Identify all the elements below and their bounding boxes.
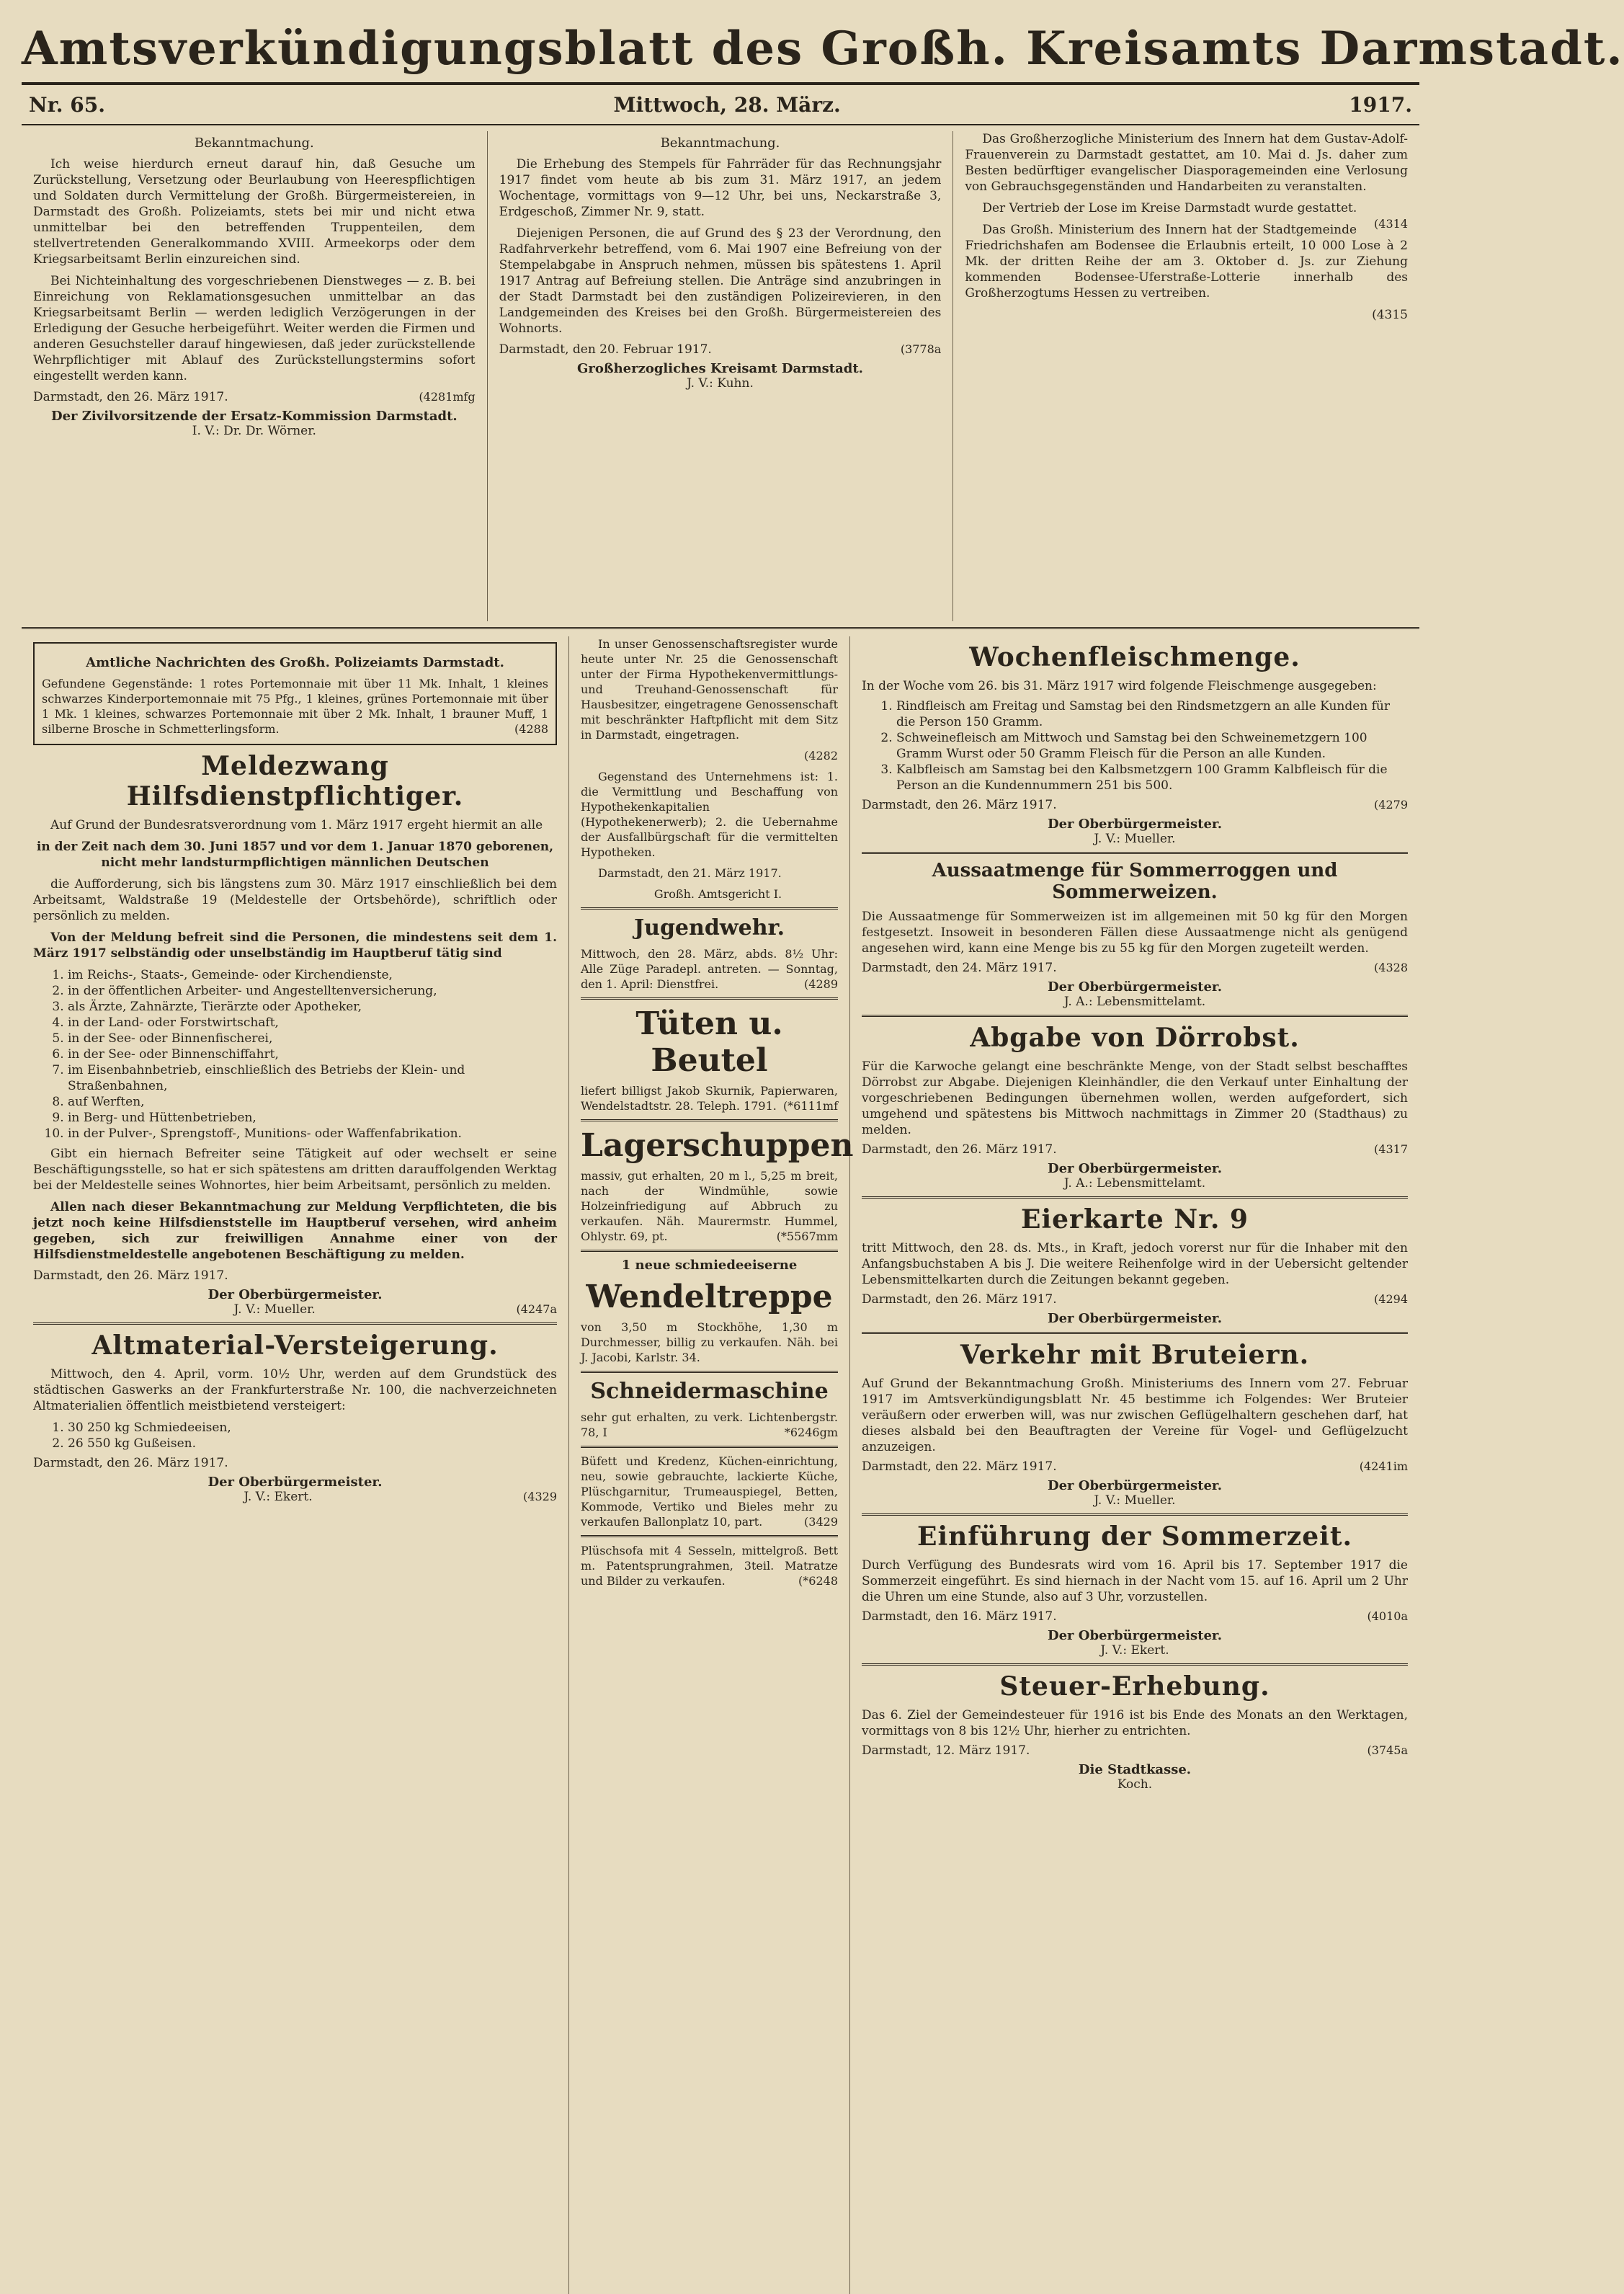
polizei-title: Amtliche Nachrichten des Großh. Polizeiamts Darmstadt. bbox=[86, 655, 504, 670]
eier-text: tritt Mittwoch, den 28. ds. Mts., in Kraft, jedoch vorerst nur für die Inhaber mit den Anfangsbuchstaben A bis J. Die weitere Reihenfolge wird in der Uebersicht geltender Lebensmittelkarten durch die Zeitungen bekannt gegeben. bbox=[862, 1241, 1408, 1287]
sommer-signature: Der Oberbürgermeister. bbox=[1047, 1628, 1223, 1643]
brut-title: Verkehr mit Bruteiern. bbox=[960, 1340, 1310, 1370]
divider bbox=[862, 1332, 1408, 1334]
sommer-date: Darmstadt, den 16. März 1917. bbox=[862, 1609, 1057, 1624]
genossen-text: Gegenstand des Unternehmens ist: 1. die Vermittlung und Beschaffung von Hypothekenkapitalien (Hypothekenerwerb); 2. die Uebernahme der Ausfallbürgschaft für die vermittelten Hypotheken. bbox=[581, 770, 838, 859]
polizei-notice bbox=[33, 642, 557, 745]
right-column bbox=[850, 636, 1419, 2294]
jugend-ref: (4289 bbox=[804, 977, 838, 991]
meldezwang-date: Darmstadt, den 26. März 1917. bbox=[33, 1268, 228, 1283]
notice-fahrrad bbox=[488, 131, 954, 621]
steuer-ref: (3745a bbox=[1367, 1743, 1408, 1757]
list-item: 8. auf Werften, bbox=[68, 1094, 557, 1110]
wendel-ad-title: Wendeltreppe bbox=[586, 1279, 833, 1315]
issue-year: 1917. bbox=[1349, 92, 1412, 117]
lager-ad-title: Lagerschuppen bbox=[581, 1127, 854, 1164]
divider bbox=[862, 852, 1408, 854]
meldezwang-text: Allen nach dieser Bekanntmachung zur Meldung Verpflichteten, die bis jetzt noch keine Hilfsdienststelle im Hauptberuf versehen, wird anheim gegeben, sich zur freiwilligen Annahme einer von der Hilfsdienstmeldestelle angebotenen Beschäftigung zu melden. bbox=[33, 1200, 557, 1262]
eier-title: Eierkarte Nr. 9 bbox=[1021, 1204, 1249, 1235]
meldezwang-title: Meldezwang Hilfsdienstpflichtiger. bbox=[126, 751, 464, 812]
notice-ref: (4315 bbox=[1372, 308, 1408, 322]
meldezwang-text: die Aufforderung, sich bis längstens zum 30. März 1917 einschließlich bei dem Arbeitsamt, Waldstraße 19 (Meldestelle der Ortsbehörde), schriftlich oder persönlich zu melden. bbox=[33, 877, 557, 923]
fleisch-date: Darmstadt, den 26. März 1917. bbox=[862, 798, 1057, 812]
naeh-ad-text: sehr gut erhalten, zu verk. Lichtenbergstr. 78, I bbox=[581, 1410, 838, 1439]
masthead: Amtsverkündigungsblatt des Großh. Kreisamts Darmstadt. bbox=[22, 22, 1624, 76]
meldezwang-signer: J. V.: Mueller. bbox=[233, 1302, 316, 1317]
naeh-ad-title: Schneidermaschine bbox=[590, 1379, 829, 1404]
list-item: 1. 30 250 kg Schmiedeeisen, bbox=[68, 1420, 557, 1436]
issue-date: Mittwoch, 28. März. bbox=[613, 92, 841, 117]
issue-number: Nr. 65. bbox=[29, 92, 105, 117]
list-item: 9. in Berg- und Hüttenbetrieben, bbox=[68, 1110, 557, 1126]
list-item: 7. im Eisenbahnbetrieb, einschließlich des Betriebs der Klein- und Straßenbahnen, bbox=[68, 1062, 557, 1094]
altmaterial-date: Darmstadt, den 26. März 1917. bbox=[33, 1456, 228, 1470]
doerr-date: Darmstadt, den 26. März 1917. bbox=[862, 1142, 1057, 1157]
notice-signature: Großherzogliches Kreisamt Darmstadt. bbox=[577, 361, 863, 376]
polizei-text: Gefundene Gegenstände: 1 rotes Portemonnaie mit über 11 Mk. Inhalt, 1 kleines schwarzes Kinderportemonnaie mit 75 Pfg., 1 kleines, grünes Portemonnaie mit über 1 Mk. 1 kleines, schwarzes Portemonnaie mit über 2 Mk. Inhalt, 1 brauner Muff, 1 silberne Brosche in Schmetterlingsform. bbox=[42, 677, 548, 736]
brut-signature: Der Oberbürgermeister. bbox=[1047, 1478, 1223, 1493]
altmaterial-signer: J. V.: Ekert. bbox=[244, 1490, 313, 1504]
genossen-text: In unser Genossenschaftsregister wurde heute unter Nr. 25 die Genossenschaft unter der Firma Hypothekenvermittlungs- und Treuhand-Genossenschaft für Hausbesitzer, eingetragene Genossenschaft mit beschränkter Haftpflicht mit dem Sitz in Darmstadt, eingetragen. bbox=[581, 637, 838, 742]
buefett-ad-text: Büfett und Kredenz, Küchen-einrichtung, neu, sowie gebrauchte, lackierte Küche, Plüschgarnitur, Trumeauspiegel, Betten, Kommode, Vertiko und Bieles mehr zu verkaufen Ballonplatz 10, part. bbox=[581, 1454, 838, 1529]
list-item: 10. in der Pulver-, Sprengstoff-, Munitions- oder Waffenfabrikation. bbox=[68, 1126, 557, 1142]
altmaterial-signature: Der Oberbürgermeister. bbox=[208, 1475, 383, 1490]
wendel-ad-pre: 1 neue schmiedeeiserne bbox=[621, 1258, 798, 1273]
doerr-title: Abgabe von Dörrobst. bbox=[970, 1023, 1300, 1053]
notice-signer: J. V.: Kuhn. bbox=[687, 376, 754, 391]
buefett-ad-ref: (3429 bbox=[804, 1515, 838, 1529]
eier-date: Darmstadt, den 26. März 1917. bbox=[862, 1292, 1057, 1307]
altmaterial-ref: (4329 bbox=[523, 1490, 557, 1503]
top-row bbox=[22, 131, 1419, 621]
brut-ref: (4241im bbox=[1359, 1459, 1408, 1473]
brut-signer: J. V.: Mueller. bbox=[1094, 1493, 1176, 1508]
list-item: 6. in der See- oder Binnenschiffahrt, bbox=[68, 1046, 557, 1062]
genossen-signature: Großh. Amtsgericht I. bbox=[653, 887, 782, 901]
meldezwang-bold: in der Zeit nach dem 30. Juni 1857 und vor dem 1. Januar 1870 geborenen, nicht mehr landsturmpflichtigen männlichen Deutschen bbox=[36, 840, 554, 870]
lager-ad-text: massiv, gut erhalten, 20 m l., 5,25 m breit, nach der Windmühle, sowie Holzeinfriedigung auf Abbruch zu verkaufen. Näh. Maurermstr. Hummel, Ohlystr. 69, pt. bbox=[581, 1169, 838, 1243]
steuer-signer: Koch. bbox=[1117, 1777, 1153, 1792]
polizei-ref: (4288 bbox=[514, 722, 548, 736]
newspaper-page bbox=[22, 16, 1624, 2243]
notice-text: Der Vertrieb der Lose im Kreise Darmstadt wurde gestattet. bbox=[982, 201, 1357, 215]
pluesch-ad-text: Plüschsofa mit 4 Sesseln, mittelgroß. Bett m. Patentsprungrahmen, 3teil. Matratze und Bilder zu verkaufen. bbox=[581, 1544, 838, 1588]
notice-ersatz bbox=[22, 131, 488, 621]
meldezwang-intro: Auf Grund der Bundesratsverordnung vom 1. März 1917 ergeht hiermit an alle bbox=[50, 818, 543, 832]
notice-text: Die Erhebung des Stempels für Fahrräder für das Rechnungsjahr 1917 findet vom heute ab bis zum 31. März 1917, an jedem Wochentage, vormittags von 9—12 Uhr, bei uns, Neckarstraße 3, Erdgeschoß, Zimmer Nr. 9, statt. bbox=[499, 157, 942, 219]
list-item: 3. Kalbfleisch am Samstag bei den Kalbsmetzgern 100 Gramm Kalbfleisch für die Person an die Kundennummern 251 bis 500. bbox=[896, 762, 1408, 793]
aussaat-signature: Der Oberbürgermeister. bbox=[1047, 979, 1223, 995]
doerr-ref: (4317 bbox=[1374, 1142, 1408, 1156]
doerr-signer: J. A.: Lebensmittelamt. bbox=[1063, 1176, 1206, 1191]
doerr-signature: Der Oberbürgermeister. bbox=[1047, 1161, 1223, 1176]
notice-date: Darmstadt, den 20. Februar 1917. bbox=[499, 342, 712, 357]
aussaat-text: Die Aussaatmenge für Sommerweizen ist im allgemeinen mit 50 kg für den Morgen festgesetzt. Insoweit in besonderen Fällen diese Aussaatmenge nicht als genügend angesehen wird, kann eine Menge bis zu 55 kg für den Morgen zugeteilt werden. bbox=[862, 910, 1408, 956]
notice-title: Bekanntmachung. bbox=[194, 135, 314, 151]
altmaterial-text: Mittwoch, den 4. April, vorm. 10½ Uhr, werden auf dem Grundstück des städtischen Gaswerks an der Frankfurterstraße Nr. 100, die nachverzeichneten Altmaterialien öffentlich meistbietend versteigert: bbox=[33, 1367, 557, 1413]
doerr-text: Für die Karwoche gelangt eine beschränkte Menge, von der Stadt selbst beschafftes Dörrobst zur Abgabe. Diejenigen Kleinhändler, die den Verkauf unter Einhaltung der vorgeschriebenen Bedingungen übernehmen wollen, werden aufgefordert, sich umgehend und spätestens bis Mittwoch nachmittags in Zimmer 20 (Stadthaus) zu melden. bbox=[862, 1059, 1408, 1137]
wendel-ad-text: von 3,50 m Stockhöhe, 1,30 m Durchmesser, billig zu verkaufen. Näh. bei J. Jacobi, Karlstr. 34. bbox=[581, 1320, 838, 1364]
fleisch-list bbox=[896, 698, 1408, 793]
fleisch-intro: In der Woche vom 26. bis 31. März 1917 wird folgende Fleischmenge ausgegeben: bbox=[862, 679, 1377, 693]
list-item: 3. als Ärzte, Zahnärzte, Tierärzte oder Apotheker, bbox=[68, 999, 557, 1015]
notice-text: Das Großh. Ministerium des Innern hat der Stadtgemeinde Friedrichshafen am Bodensee die Erlaubnis erteilt, 10 000 Lose à 2 Mk. der dritten Reihe der am 3. Oktober d. Js. zur Ziehung kommenden Bodensee-Uferstraße-Lotterie innerhalb des Großherzogtums Hessen zu vertreiben. bbox=[965, 223, 1408, 301]
fleisch-signature: Der Oberbürgermeister. bbox=[1047, 817, 1223, 832]
tueten-ad-ref: (*6111mf bbox=[782, 1099, 838, 1113]
divider bbox=[581, 1446, 838, 1448]
divider bbox=[581, 997, 838, 1000]
divider bbox=[33, 1322, 557, 1325]
steuer-title: Steuer-Erhebung. bbox=[999, 1671, 1270, 1702]
divider bbox=[862, 1663, 1408, 1666]
middle-column bbox=[569, 636, 854, 2294]
divider bbox=[862, 1015, 1408, 1017]
meldezwang-list bbox=[68, 967, 557, 1142]
list-item: 4. in der Land- oder Forstwirtschaft, bbox=[68, 1015, 557, 1031]
genossen-ref: (4282 bbox=[804, 749, 838, 763]
meldezwang-signature: Der Oberbürgermeister. bbox=[208, 1287, 383, 1302]
aussaat-title: Aussaatmenge für Sommerroggen und Sommerweizen. bbox=[932, 860, 1338, 903]
notice-title: Bekanntmachung. bbox=[660, 135, 780, 151]
list-item: 1. Rindfleisch am Freitag und Samstag bei den Rindsmetzgern an alle Kunden für die Person 150 Gramm. bbox=[896, 698, 1408, 730]
steuer-text: Das 6. Ziel der Gemeindesteuer für 1916 ist bis Ende des Monats an den Werktagen, vormittags von 8 bis 12½ Uhr, hierher zu entrichten. bbox=[862, 1708, 1408, 1738]
left-column bbox=[22, 636, 569, 2294]
notice-text: Das Großherzogliche Ministerium des Innern hat dem Gustav-Adolf-Frauenverein zu Darmstadt gestattet, am 10. Mai d. Js. daher zum Besten bedürftiger evangelischer Diasporagemeinden eine Verlosung von Gebrauchsgegenständen und Handarbeiten zu veranstalten. bbox=[965, 132, 1408, 194]
notice-text: Bei Nichteinhaltung des vorgeschriebenen Dienstweges — z. B. bei Einreichung von Reklamationsgesuchen unmittelbar an das Kriegsarbeitsamt Berlin — werden lediglich Verzögerungen in der Erledigung der Gesuche herbeigeführt. Weiter werden die Firmen und anderen Gesuchsteller darauf hingewiesen, daß jeder zurückstellende Wehrpflichtiger mit Ablauf des Zurückstellungstermins sofort eingestellt werden kann. bbox=[33, 274, 476, 383]
divider bbox=[581, 1535, 838, 1537]
meldezwang-ref: (4247a bbox=[516, 1302, 557, 1316]
dateline bbox=[22, 82, 1419, 125]
altmaterial-title: Altmaterial-Versteigerung. bbox=[92, 1330, 499, 1361]
divider bbox=[581, 907, 838, 910]
list-item: 5. in der See- oder Binnenfischerei, bbox=[68, 1031, 557, 1046]
tueten-ad-text: liefert billigst Jakob Skurnik, Papierwaren, Wendelstadtstr. 28. Teleph. 1791. bbox=[581, 1084, 838, 1113]
notice-signature: Der Zivilvorsitzende der Ersatz-Kommission Darmstadt. bbox=[50, 409, 458, 424]
divider bbox=[862, 1196, 1408, 1199]
eier-ref: (4294 bbox=[1374, 1292, 1408, 1306]
divider bbox=[862, 1513, 1408, 1516]
sommer-title: Einführung der Sommerzeit. bbox=[917, 1521, 1352, 1552]
altmaterial-list bbox=[68, 1420, 557, 1451]
eier-signature: Der Oberbürgermeister. bbox=[1047, 1311, 1223, 1326]
naeh-ad-ref: *6246gm bbox=[784, 1426, 838, 1439]
divider bbox=[22, 627, 1419, 629]
aussaat-ref: (4328 bbox=[1374, 961, 1408, 974]
list-item: 1. im Reichs-, Staats-, Gemeinde- oder Kirchendienste, bbox=[68, 967, 557, 983]
steuer-date: Darmstadt, 12. März 1917. bbox=[862, 1743, 1030, 1758]
notice-lotterie bbox=[953, 131, 1419, 621]
aussaat-date: Darmstadt, den 24. März 1917. bbox=[862, 961, 1057, 975]
tueten-ad-title: Tüten u. Beutel bbox=[635, 1005, 783, 1079]
main-row bbox=[22, 636, 1419, 2294]
notice-text: Ich weise hierdurch erneut darauf hin, daß Gesuche um Zurückstellung, Versetzung oder Beurlaubung von Heerespflichtigen und Soldaten durch Vermittelung der Großh. Bürgermeistereien, in Darmstadt des Großh. Polizeiamts, stets bei mir und nicht etwa unmittelbar bei den betreffenden Truppenteilen, dem stellvertretenden Generalkommando XVIII. Armeekorps oder dem Kriegsarbeitsamt Berlin einzureichen sind. bbox=[33, 157, 476, 267]
jugend-text: Mittwoch, den 28. März, abds. 8½ Uhr: Alle Züge Paradepl. antreten. — Sonntag, den 1. April: Dienstfrei. bbox=[581, 947, 838, 991]
list-item: 2. in der öffentlichen Arbeiter- und Angestelltenversicherung, bbox=[68, 983, 557, 999]
brut-text: Auf Grund der Bekanntmachung Großh. Ministeriums des Innern vom 27. Februar 1917 im Amtsverkündigungsblatt Nr. 45 bestimme ich Folgendes: Wer Bruteier veräußern oder erwerben will, was nur zwischen Geflügelhaltern geschehen darf, hat dieses alsbald bei den Beauftragten der Vereine für Vogel- und Geflügelzucht anzuzeigen. bbox=[862, 1377, 1408, 1454]
sommer-text: Durch Verfügung des Bundesrats wird vom 16. April bis 17. September 1917 die Sommerzeit eingeführt. Es sind hiernach in der Nacht vom 15. auf 16. April um 2 Uhr die Uhren um eine Stunde, also auf 3 Uhr, vorzustellen. bbox=[862, 1558, 1408, 1604]
notice-signer: I. V.: Dr. Dr. Wörner. bbox=[192, 424, 316, 438]
fleisch-ref: (4279 bbox=[1374, 798, 1408, 812]
meldezwang-text: Gibt ein hiernach Befreiter seine Tätigkeit auf oder wechselt er seine Beschäftigungsstelle, so hat er sich spätestens am dritten darauffolgenden Werktag bei der Meldestelle seines Wohnortes, hier beim Arbeitsamt, persönlich zu melden. bbox=[33, 1147, 557, 1193]
notice-text: Diejenigen Personen, die auf Grund des § 23 der Verordnung, den Radfahrverkehr betreffend, vom 6. Mai 1907 eine Befreiung von der Stempelabgabe in Anspruch nehmen, müssen bis spätestens 1. April 1917 Antrag auf Befreiung stellen. Die Anträge sind anzubringen in der Stadt Darmstadt bei den zuständigen Polizeirevieren, in den Landgemeinden des Kreises bei den Großh. Bürgermeistereien des Wohnorts. bbox=[499, 226, 942, 336]
fleisch-signer: J. V.: Mueller. bbox=[1094, 832, 1176, 846]
notice-ref: (3778a bbox=[900, 342, 942, 356]
steuer-signature: Die Stadtkasse. bbox=[1078, 1762, 1192, 1777]
divider bbox=[581, 1371, 838, 1373]
divider bbox=[581, 1119, 838, 1121]
pluesch-ad-ref: (*6248 bbox=[798, 1574, 838, 1588]
notice-ref: (4281mfg bbox=[419, 390, 476, 404]
brut-date: Darmstadt, den 22. März 1917. bbox=[862, 1459, 1057, 1474]
fleisch-title: Wochenfleischmenge. bbox=[969, 642, 1300, 672]
list-item: 2. 26 550 kg Gußeisen. bbox=[68, 1436, 557, 1451]
genossen-date: Darmstadt, den 21. März 1917. bbox=[598, 866, 782, 880]
jugend-title: Jugendwehr. bbox=[633, 915, 785, 941]
notice-date: Darmstadt, den 26. März 1917. bbox=[33, 390, 228, 404]
lager-ad-ref: (*5567mm bbox=[776, 1230, 838, 1243]
sommer-ref: (4010a bbox=[1367, 1609, 1408, 1623]
sommer-signer: J. V.: Ekert. bbox=[1100, 1643, 1169, 1658]
aussaat-signer: J. A.: Lebensmittelamt. bbox=[1063, 995, 1206, 1009]
list-item: 2. Schweinefleisch am Mittwoch und Samstag bei den Schweinemetzgern 100 Gramm Wurst oder 50 Gramm Fleisch für die Person an alle Kunden. bbox=[896, 730, 1408, 762]
divider bbox=[581, 1250, 838, 1252]
meldezwang-text: Von der Meldung befreit sind die Personen, die mindestens seit dem 1. März 1917 selbständig oder unselbständig im Hauptberuf tätig sind bbox=[33, 930, 557, 961]
notice-ref: (4314 bbox=[1374, 217, 1408, 231]
